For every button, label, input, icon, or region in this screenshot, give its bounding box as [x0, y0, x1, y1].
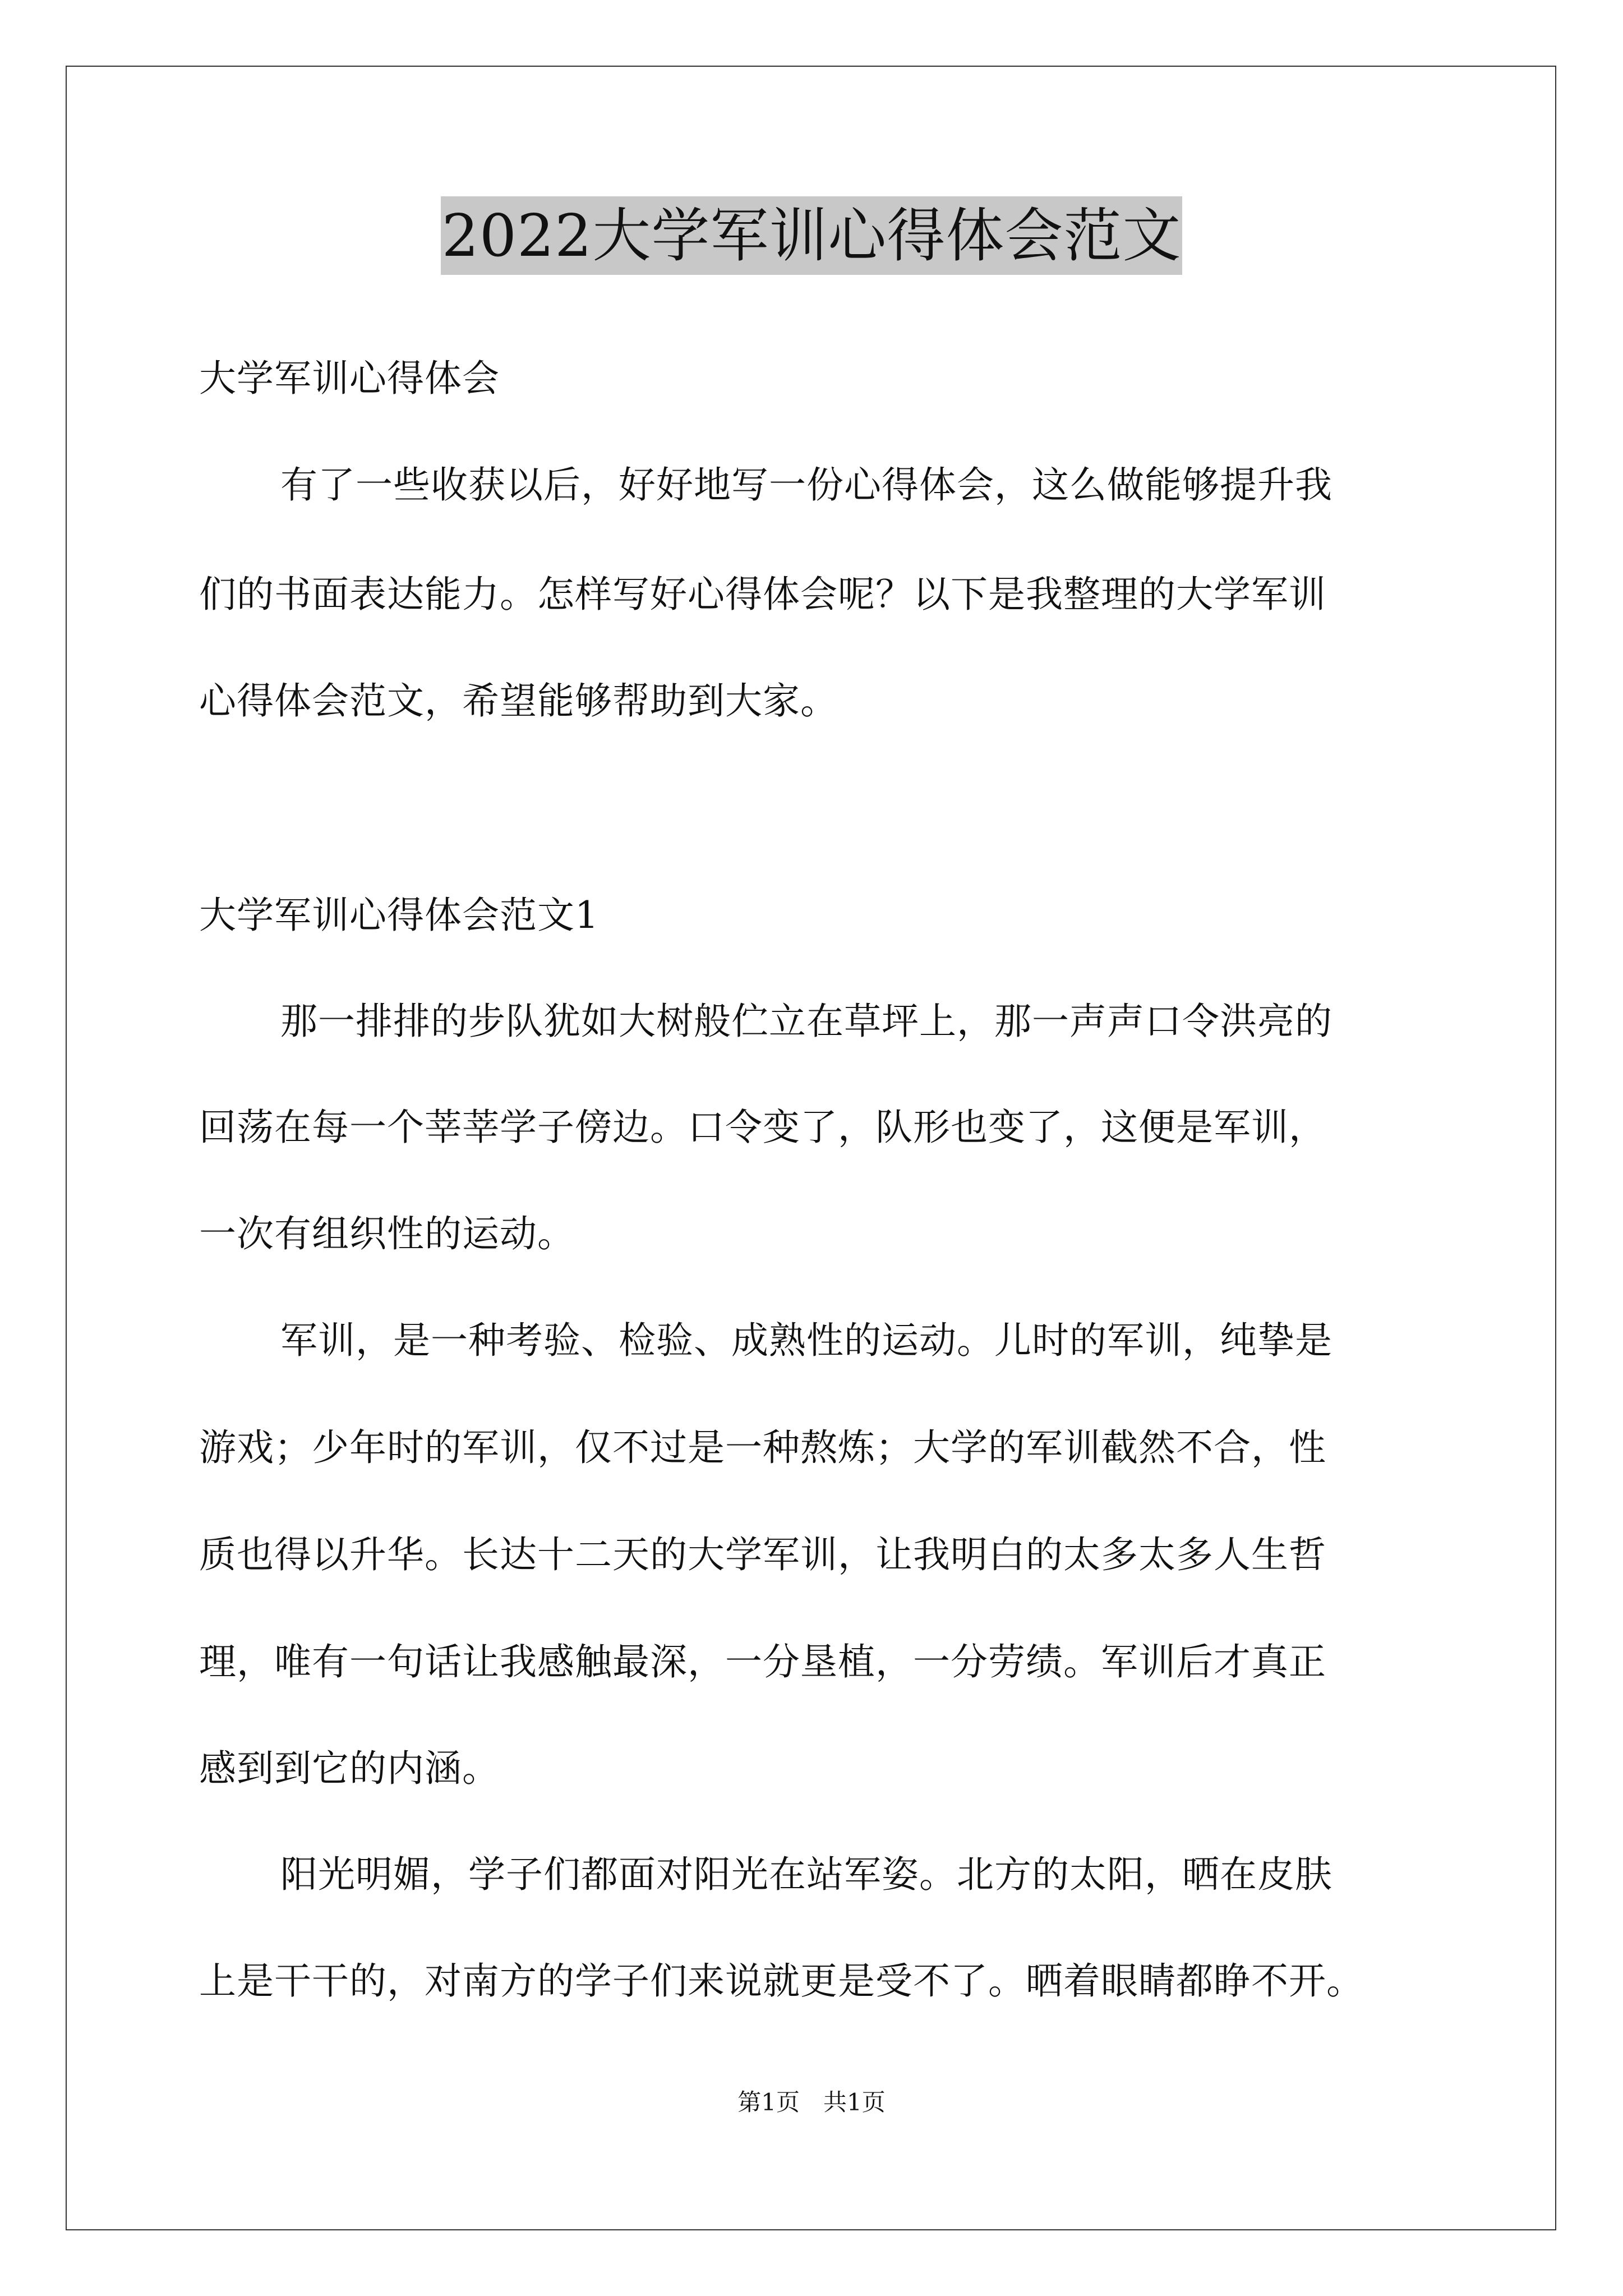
title-container [0, 196, 1623, 275]
paragraph-line: 们的书面表达能力。怎样写好心得体会呢？以下是我整理的大学军训 [199, 573, 1326, 616]
paragraph-line: 有了一些收获以后，好好地写一份心得体会，这么做能够提升我 [280, 463, 1332, 507]
document-title: 2022大学军训心得体会范文 [441, 196, 1183, 275]
section-heading: 大学军训心得体会范文1 [199, 894, 599, 937]
paragraph-line: 军训，是一种考验、检验、成熟性的运动。儿时的军训，纯挚是 [280, 1319, 1332, 1362]
paragraph-line: 上是干干的，对南方的学子们来说就更是受不了。晒着眼睛都睁不开。 [199, 1959, 1364, 2003]
paragraph-line: 回荡在每一个莘莘学子傍边。口令变了，队形也变了，这便是军训， [199, 1106, 1326, 1149]
page-number-footer: 第1页 共1页 [737, 2088, 886, 2116]
paragraph-line: 一次有组织性的运动。 [199, 1212, 575, 1255]
paragraph-line: 那一排排的步队犹如大树般伫立在草坪上，那一声声口令洪亮的 [280, 1000, 1332, 1043]
paragraph-line: 感到到它的内涵。 [199, 1747, 500, 1790]
paragraph-line: 心得体会范文，希望能够帮助到大家。 [199, 679, 838, 723]
paragraph-line: 理，唯有一句话让我感触最深，一分垦植，一分劳绩。军训后才真正 [199, 1640, 1326, 1683]
paragraph-line: 游戏；少年时的军训，仅不过是一种熬炼；大学的军训截然不合，性 [199, 1426, 1326, 1469]
section-heading: 大学军训心得体会 [199, 357, 500, 400]
paragraph-line: 质也得以升华。长达十二天的大学军训，让我明白的太多太多人生哲 [199, 1533, 1326, 1576]
paragraph-line: 阳光明媚，学子们都面对阳光在站军姿。北方的太阳，晒在皮肤 [280, 1853, 1332, 1896]
